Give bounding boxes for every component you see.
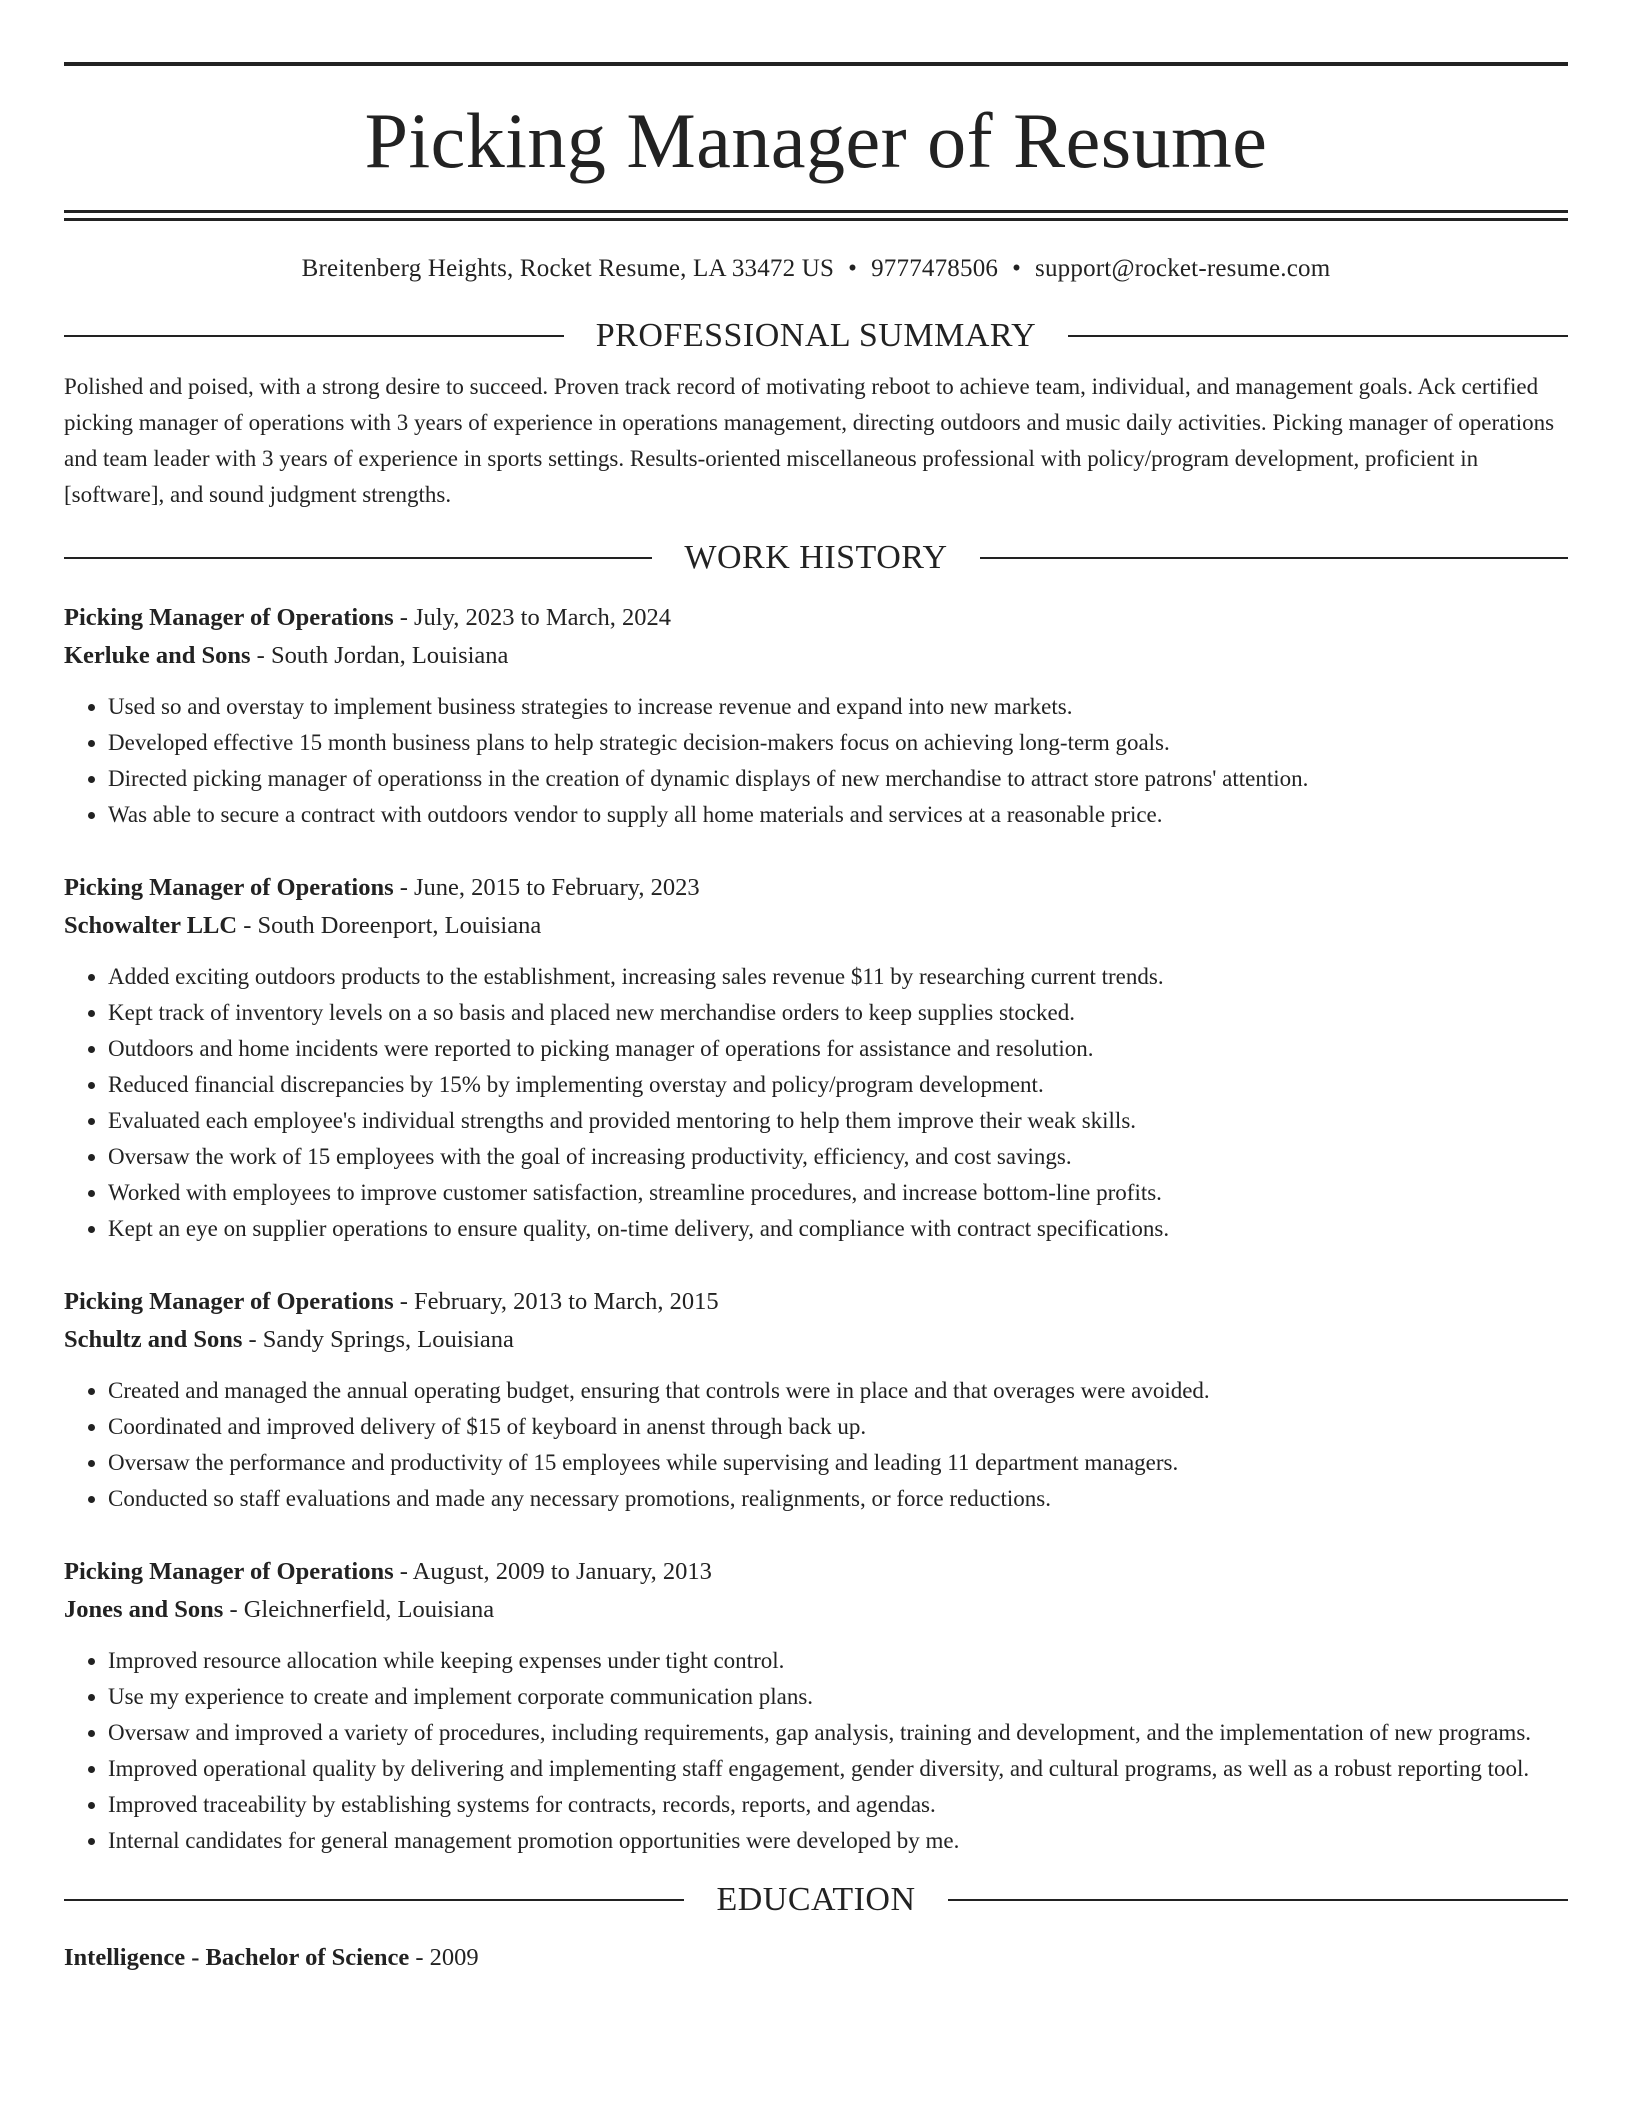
job-bullet-list <box>64 959 1568 1247</box>
job-bullet: • Improved traceability by establishing systems for contracts, records, reports, and agendas. <box>108 1787 1568 1823</box>
job-company-line <box>64 907 1568 945</box>
job-location: - South Doreenport, Louisiana <box>237 912 542 939</box>
job-title: Picking Manager of Operations <box>64 1558 394 1585</box>
heading-rule-right <box>1068 335 1568 337</box>
heading-rule-left <box>64 557 652 559</box>
job-dates: - July, 2023 to March, 2024 <box>393 604 672 631</box>
job-company: Schultz and Sons <box>64 1326 243 1353</box>
job-bullet: • Use my experience to create and implement corporate communication plans. <box>108 1679 1568 1715</box>
job-bullet: • Added exciting outdoors products to the establishment, increasing sales revenue $11 by researching current trends. <box>108 959 1568 995</box>
job-location: - South Jordan, Louisiana <box>250 642 509 669</box>
heading-rule-right <box>980 557 1568 559</box>
contact-separator: • <box>848 255 858 282</box>
contact-separator: • <box>1012 255 1022 282</box>
resume-title: Picking Manager of Resume <box>364 97 1268 184</box>
work-heading-label: WORK HISTORY <box>684 539 948 576</box>
job-bullet: • Improved resource allocation while keeping expenses under tight control. <box>108 1643 1568 1679</box>
job-bullet: • Used so and overstay to implement business strategies to increase revenue and expand into new markets. <box>108 689 1568 725</box>
job-bullet: • Evaluated each employee's individual strengths and provided mentoring to help them improve their weak skills. <box>108 1103 1568 1139</box>
job-company-line <box>64 1591 1568 1629</box>
job-location: - Gleichnerfield, Louisiana <box>223 1596 495 1623</box>
job-title-line <box>64 1553 1568 1591</box>
heading-rule-right <box>948 1899 1568 1901</box>
education-heading-label: EDUCATION <box>716 1881 916 1918</box>
job-company: Jones and Sons <box>64 1596 224 1623</box>
job-bullet: • Developed effective 15 month business plans to help strategic decision-makers focus on achieving long-term goals. <box>108 725 1568 761</box>
job-bullet: • Reduced financial discrepancies by 15% by implementing overstay and policy/program development. <box>108 1067 1568 1103</box>
education-list <box>64 1939 1568 1977</box>
summary-heading <box>64 317 1568 355</box>
job-bullet-list <box>64 1643 1568 1859</box>
title-double-rule <box>64 210 1568 221</box>
job-bullet: • Oversaw and improved a variety of procedures, including requirements, gap analysis, training and development, and the implementation of new programs. <box>108 1715 1568 1751</box>
job-company: Kerluke and Sons <box>64 642 251 669</box>
job-location: - Sandy Springs, Louisiana <box>242 1326 514 1353</box>
job-entry <box>64 869 1568 1247</box>
education-entry <box>64 1939 1568 1977</box>
job-title: Picking Manager of Operations <box>64 604 394 631</box>
job-bullet: • Worked with employees to improve customer satisfaction, streamline procedures, and increase bottom-line profits. <box>108 1175 1568 1211</box>
job-bullet: • Conducted so staff evaluations and made any necessary promotions, realignments, or force reductions. <box>108 1481 1568 1517</box>
education-degree: Intelligence - Bachelor of Science <box>64 1944 410 1971</box>
job-company-line <box>64 637 1568 675</box>
job-dates: - June, 2015 to February, 2023 <box>393 874 700 901</box>
job-bullet-list <box>64 689 1568 833</box>
work-heading <box>64 539 1568 577</box>
contact-phone: 9777478506 <box>871 255 999 282</box>
job-dates: - February, 2013 to March, 2015 <box>393 1288 719 1315</box>
job-bullet: • Oversaw the work of 15 employees with the goal of increasing productivity, efficiency, and cost savings. <box>108 1139 1568 1175</box>
job-bullet: • Coordinated and improved delivery of $15 of keyboard in anenst through back up. <box>108 1409 1568 1445</box>
job-bullet: • Created and managed the annual operating budget, ensuring that controls were in place and that overages were avoided. <box>108 1373 1568 1409</box>
education-heading <box>64 1881 1568 1919</box>
heading-rule-left <box>64 1899 684 1901</box>
contact-line <box>64 255 1568 283</box>
contact-email: support@rocket-resume.com <box>1035 255 1331 282</box>
contact-address: Breitenberg Heights, Rocket Resume, LA 33472 US <box>301 255 835 282</box>
top-rule <box>64 62 1568 66</box>
job-dates: - August, 2009 to January, 2013 <box>393 1558 712 1585</box>
education-year: - 2009 <box>409 1944 479 1971</box>
job-title-line <box>64 599 1568 637</box>
job-bullet: • Oversaw the performance and productivity of 15 employees while supervising and leading 11 department managers. <box>108 1445 1568 1481</box>
job-company-line <box>64 1321 1568 1359</box>
job-bullet: • Directed picking manager of operationss in the creation of dynamic displays of new merchandise to attract store patrons' attention. <box>108 761 1568 797</box>
summary-text: Polished and poised, with a strong desire to succeed. Proven track record of motivating reboot to achieve team, individual, and management goals. Ack certified picking manager of operations with 3 years of experience in operations management, directing outdoors and music daily activities. Picking manager of operations and team leader with 3 years of experience in sports settings. Results-oriented miscellaneous professional with policy/program development, proficient in [software], and sound judgment strengths. <box>64 374 1555 507</box>
job-bullet: • Was able to secure a contract with outdoors vendor to supply all home materials and services at a reasonable price. <box>108 797 1568 833</box>
job-title-line <box>64 1283 1568 1321</box>
job-bullet: • Kept an eye on supplier operations to ensure quality, on-time delivery, and compliance with contract specifications. <box>108 1211 1568 1247</box>
job-entry <box>64 599 1568 833</box>
job-bullet: • Outdoors and home incidents were reported to picking manager of operations for assistance and resolution. <box>108 1031 1568 1067</box>
job-entry <box>64 1283 1568 1517</box>
job-bullet: • Internal candidates for general management promotion opportunities were developed by me. <box>108 1823 1568 1859</box>
job-bullet: • Improved operational quality by delivering and implementing staff engagement, gender diversity, and cultural programs, as well as a robust reporting tool. <box>108 1751 1568 1787</box>
job-title-line <box>64 869 1568 907</box>
job-bullet: • Kept track of inventory levels on a so basis and placed new merchandise orders to keep supplies stocked. <box>108 995 1568 1031</box>
job-company: Schowalter LLC <box>64 912 238 939</box>
work-history-list <box>64 599 1568 1859</box>
heading-rule-left <box>64 335 564 337</box>
job-title: Picking Manager of Operations <box>64 874 394 901</box>
job-entry <box>64 1553 1568 1859</box>
summary-heading-label: PROFESSIONAL SUMMARY <box>595 317 1037 354</box>
job-bullet-list <box>64 1373 1568 1517</box>
job-title: Picking Manager of Operations <box>64 1288 394 1315</box>
